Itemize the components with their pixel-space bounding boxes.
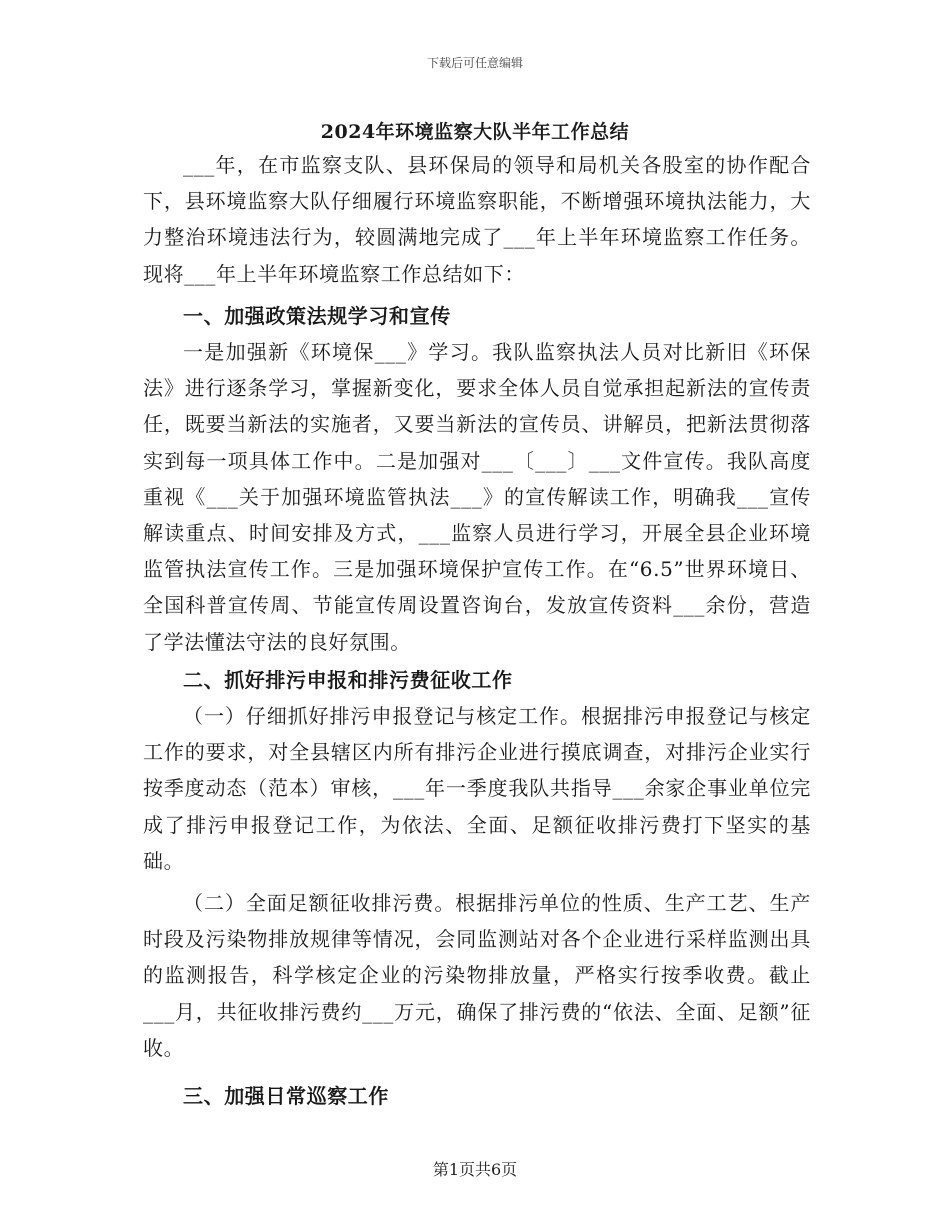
document-title: 2024年环境监察大队半年工作总结 [320,121,630,143]
document-body [143,147,811,1114]
page-number: 第1页共6页 [432,1160,518,1179]
section-1-heading: 一、加强政策法规学习和宣传 [183,303,451,328]
intro-paragraph: ___年，在市监察支队、县环保局的领导和局机关各股室的协作配合下，县环境监察大队仔细履行环境监察职能，不断增强环境执法能力，大力整治环境违法行为，较圆满地完成了___年上半年环境监察工作任务。现将___年上半年环境监察工作总结如下： [143,153,811,286]
section-2-sub-1-paragraph: （一）仔细抓好排污申报登记与核定工作。根据排污申报登记与核定工作的要求，对全县辖区内所有排污企业进行摸底调查，对排污企业实行按季度动态（范本）审核，___年一季度我队共指导___余家企事业单位完成了排污申报登记工作，为依法、全面、足额征收排污费打下坚实的基础。 [143,704,811,873]
section-3-heading: 三、加强日常巡察工作 [183,1084,389,1109]
section-1-paragraph: 一是加强新《环境保___》学习。我队监察执法人员对比新旧《环保法》进行逐条学习，掌握新变化，要求全体人员自觉承担起新法的宣传责任，既要当新法的实施者，又要当新法的宣传员、讲解员，把新法贯彻落实到每一项具体工作中。二是加强对___〔___〕___文件宣传。我队高度重视《___关于加强环境监管执法___》的宣传解读工作，明确我___宣传解读重点、时间安排及方式，___监察人员进行学习，开展全县企业环境监管执法宣传工作。三是加强环境保护宣传工作。在“6.5”世界环境日、全国科普宣传周、节能宣传周设置咨询台，发放宣传资料___余份，营造了学法懂法守法的良好氛围。 [143,340,811,654]
section-2-sub-2-paragraph: （二）全面足额征收排污费。根据排污单位的性质、生产工艺、生产时段及污染物排放规律等情况，会同监测站对各个企业进行采样监测出具的监测报告，科学核定企业的污染物排放量，严格实行按季收费。截止___月，共征收排污费约___万元，确保了排污费的“依法、全面、足额”征收。 [143,891,811,1060]
header-note: 下载后可任意编辑 [426,56,523,70]
section-2-heading: 二、抓好排污申报和排污费征收工作 [183,667,513,692]
